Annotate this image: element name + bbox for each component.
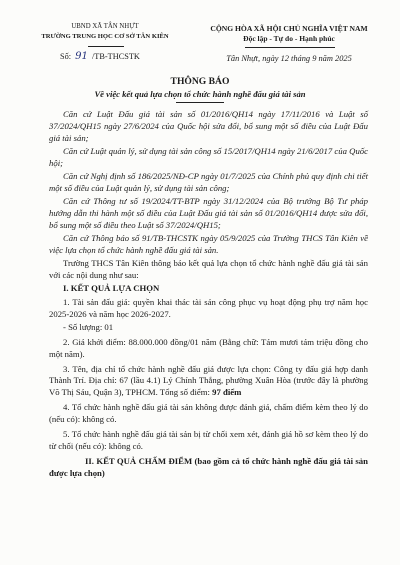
issuing-authority: UBND XÃ TÂN NHỰT xyxy=(71,23,139,30)
issuer-underline xyxy=(88,46,124,47)
legal-basis: Căn cứ Luật quản lý, sử dụng tài sản công số 15/2017/QH14 ngày 21/6/2017 của Quốc hội; xyxy=(49,146,368,168)
selected-organization-text: 3. Tên, địa chỉ tổ chức hành nghề đấu giá được lựa chọn: Công ty đấu giá hợp danh Thành Trí. Địa chỉ: 67 (lầu 4.1) Lý Chính Thắng, phường Xuân Hòa (trước đây là phường Võ Thị Sáu, Quận 3), TPHCM. Tổng số điểm: xyxy=(49,363,368,398)
section-1-quantity: - Số lượng: 01 xyxy=(63,321,114,332)
legal-basis: Căn cứ Luật Đấu giá tài sản số 01/2016/QH14 ngày 17/11/2016 và Luật số 37/2024/QH15 ngày 27/6/2024 của Quốc hội sửa đổi, bổ sung một số điều của Luật Đấu giá tài sản; xyxy=(49,109,368,143)
total-score: 97 điểm xyxy=(212,387,242,398)
place-and-date: Tân Nhựt, ngày 12 tháng 9 năm 2025 xyxy=(226,54,352,63)
section-1-item-asset: 1. Tài sản đấu giá: quyền khai thác tài sản công phục vụ hoạt động phụ trợ năm học 2025-2026 và năm học 2026-2027. xyxy=(49,296,368,319)
nation-name: CỘNG HÒA XÃ HỘI CHỦ NGHĨA VIỆT NAM xyxy=(210,24,368,33)
section-1-item-rejected: 5. Tổ chức hành nghề đấu giá tài sản bị từ chối xem xét, đánh giá hồ sơ kèm theo lý do từ chối (nếu có): không có. xyxy=(49,429,368,451)
document-number-handwritten: 91 xyxy=(75,51,88,62)
document-title: THÔNG BÁO xyxy=(170,76,230,87)
document-number xyxy=(60,51,140,63)
section-1-item-not-evaluated: 4. Tổ chức hành nghề đấu giá tài sản không được đánh giá, chấm điểm kèm theo lý do (nếu có): không có. xyxy=(49,402,368,425)
section-1-item-starting-price: 2. Giá khởi điểm: 88.000.000 đồng/01 năm (Bằng chữ: Tám mươi tám triệu đồng cho một năm). xyxy=(49,336,368,359)
legal-basis: Căn cứ Thông tư số 19/2024/TT-BTP ngày 31/12/2024 của Bộ trưởng Bộ Tư pháp hướng dẫn thi hành một số điều của Luật Đấu giá tài sản số 01/2016/QH14 được sửa đổi, bổ sung một số điều theo Luật số 37/2024/QH15; xyxy=(49,196,368,231)
document-number-prefix: Số: xyxy=(60,52,72,61)
issuing-organization: TRƯỜNG TRUNG HỌC CƠ SỞ TÂN KIÊN xyxy=(41,33,169,40)
section-1-item-selected-organization xyxy=(49,364,368,400)
motto-underline xyxy=(245,47,335,48)
document-subtitle: Về việc kết quả lựa chọn tổ chức hành nghề đấu giá tài sản xyxy=(94,89,306,99)
legal-basis: Căn cứ Thông báo số 91/TB-THCSTK ngày 05/9/2025 của Trường THCS Tân Kiên về việc lựa chọn tổ chức hành nghề đấu giá tài sản. xyxy=(49,233,368,256)
section-2-heading: II. KẾT QUẢ CHẤM ĐIỂM (bao gồm cả tổ chức hành nghề đấu giá tài sản được lựa chọn) xyxy=(49,455,368,478)
document-body xyxy=(49,109,368,481)
national-motto: Độc lập - Tự do - Hạnh phúc xyxy=(243,34,335,43)
section-1-heading: I. KẾT QUẢ LỰA CHỌN xyxy=(63,283,160,294)
issuer-block xyxy=(30,22,180,42)
intro-paragraph: Trường THCS Tân Kiên thông báo kết quả lựa chọn tổ chức hành nghề đấu giá tài sản với các nội dung như sau: xyxy=(49,258,368,281)
title-underline xyxy=(176,102,224,103)
document-number-suffix: /TB-THCSTK xyxy=(91,52,140,61)
national-header xyxy=(198,24,380,44)
legal-basis: Căn cứ Nghị định số 186/2025/NĐ-CP ngày 01/7/2025 của Chính phủ quy định chi tiết một số điều của Luật quản lý, sử dụng tài sản công; xyxy=(49,171,368,194)
